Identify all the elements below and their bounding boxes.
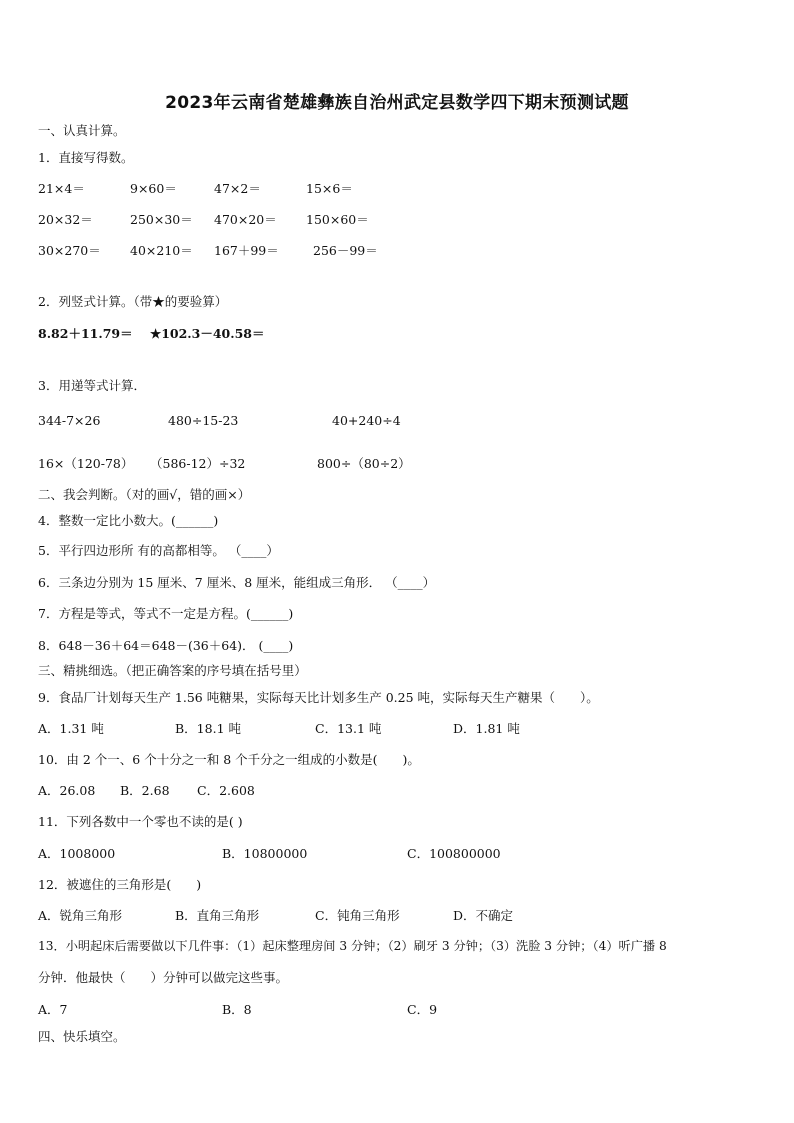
calc-item: 20×32＝	[38, 212, 93, 227]
calc-item: 21×4＝	[38, 181, 85, 196]
judge-item: 4．整数一定比小数大。(______)	[38, 513, 219, 528]
option-b: B．18.1 吨	[175, 721, 241, 736]
vertical-calc-item: 8.82＋11.79＝	[38, 326, 133, 341]
calc-item: 470×20＝	[214, 212, 277, 227]
option-d: D．不确定	[453, 908, 514, 923]
calc-item: 250×30＝	[130, 212, 193, 227]
section-3-heading: 三、精挑细选。（把正确答案的序号填在括号里）	[38, 663, 307, 678]
option-b: B．8	[222, 1002, 252, 1017]
option-c: C．2.608	[197, 783, 255, 798]
calc-item: 30×270＝	[38, 243, 101, 258]
stepwise-item: 480÷15-23	[168, 413, 239, 428]
option-b: B．10800000	[222, 846, 308, 861]
option-a: A．1.31 吨	[38, 721, 104, 736]
judge-item: 5．平行四边形所 有的高都相等。 （____）	[38, 543, 279, 558]
stepwise-item: 40+240÷4	[332, 413, 401, 428]
page-title: 2023年云南省楚雄彝族自治州武定县数学四下期末预测试题	[165, 93, 629, 113]
question-3-title: 3．用递等式计算．	[38, 378, 146, 393]
option-c: C．钝角三角形	[315, 908, 400, 923]
option-b: B．直角三角形	[175, 908, 260, 923]
stepwise-item: 800÷（80÷2）	[317, 456, 411, 471]
question-2-title: 2．列竖式计算。（带★的要验算）	[38, 294, 228, 309]
option-a: A．26.08	[38, 783, 96, 798]
option-b: B．2.68	[120, 783, 170, 798]
section-1-heading: 一、认真计算。	[38, 123, 126, 138]
option-d: D．1.81 吨	[453, 721, 520, 736]
stepwise-item: 16×（120-78）	[38, 456, 134, 471]
question-1-title: 1．直接写得数。	[38, 150, 134, 165]
question-13-text-line-1: 13．小明起床后需要做以下几件事：（1）起床整理房间 3 分钟；（2）刷牙 3 分钟；（3）洗脸 3 分钟；（4）听广播 8	[38, 939, 667, 953]
section-4-heading: 四、快乐填空。	[38, 1029, 126, 1044]
question-9-text: 9．食品厂计划每天生产 1.56 吨糖果，实际每天比计划多生产 0.25 吨，实际每天生产糖果（ ）。	[38, 690, 599, 705]
option-c: C．13.1 吨	[315, 721, 382, 736]
question-13-text-line-2: 分钟．他最快（ ）分钟可以做完这些事。	[38, 970, 289, 985]
calc-item: 40×210＝	[130, 243, 193, 258]
calc-item: 256－99＝	[313, 243, 378, 258]
stepwise-item: （586-12）÷32	[150, 456, 246, 471]
judge-item: 6．三条边分别为 15 厘米、7 厘米、8 厘米，能组成三角形． （____）	[38, 575, 436, 590]
vertical-calc-item: ★102.3－40.58＝	[150, 326, 265, 341]
option-a: A．锐角三角形	[38, 908, 123, 923]
judge-item: 7．方程是等式，等式不一定是方程。(______)	[38, 606, 294, 621]
calc-item: 47×2＝	[214, 181, 261, 196]
question-10-text: 10．由 2 个一、6 个十分之一和 8 个千分之一组成的小数是( )。	[38, 752, 420, 767]
calc-item: 9×60＝	[130, 181, 177, 196]
calc-item: 167＋99＝	[214, 243, 279, 258]
option-a: A．1008000	[38, 846, 116, 861]
question-11-text: 11．下列各数中一个零也不读的是( )	[38, 814, 243, 829]
section-2-heading: 二、我会判断。（对的画√，错的画×）	[38, 487, 251, 502]
stepwise-item: 344-7×26	[38, 413, 101, 428]
calc-item: 15×6＝	[306, 181, 353, 196]
option-c: C．100800000	[407, 846, 501, 861]
option-c: C．9	[407, 1002, 438, 1017]
question-12-text: 12．被遮住的三角形是( )	[38, 877, 202, 892]
option-a: A．7	[38, 1002, 68, 1017]
calc-item: 150×60＝	[306, 212, 369, 227]
judge-item: 8．648－36＋64＝648－(36＋64)． (____)	[38, 638, 294, 653]
